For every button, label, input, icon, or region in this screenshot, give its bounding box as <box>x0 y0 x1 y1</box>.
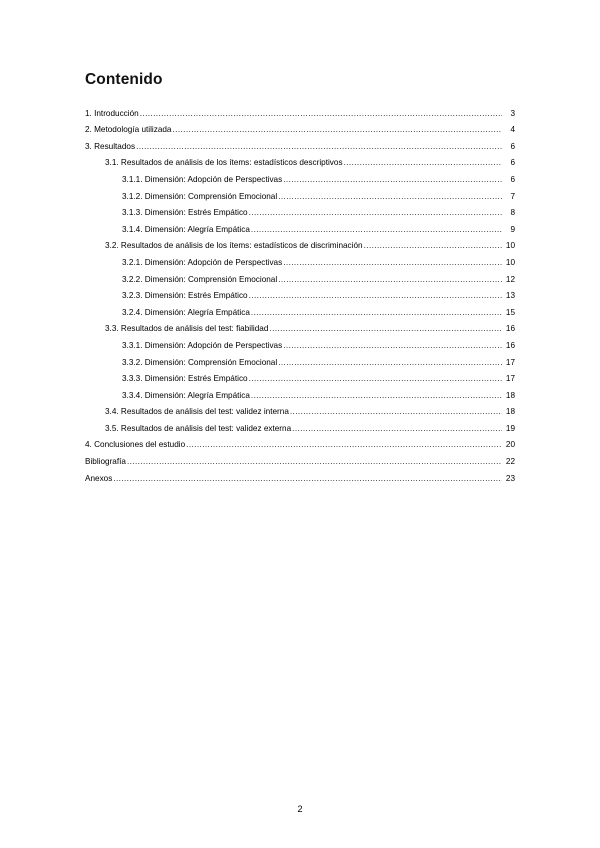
toc-entry-page: 10 <box>505 257 515 267</box>
toc-entry-label: 3.5. Resultados de análisis del test: validez externa <box>105 423 292 433</box>
toc-entry[interactable] <box>85 268 515 285</box>
toc-leader-dots <box>344 158 502 168</box>
toc-leader-dots <box>283 341 502 351</box>
toc-entry-label: 3.3.4. Dimensión: Alegría Empática <box>122 390 250 400</box>
toc-entry[interactable] <box>85 152 515 169</box>
toc-entry[interactable] <box>85 251 515 268</box>
toc-leader-dots <box>251 391 502 401</box>
toc-entry[interactable] <box>85 301 515 318</box>
toc-entry-label: 2. Metodología utilizada <box>85 125 172 135</box>
toc-entry-page: 20 <box>505 440 515 450</box>
toc-leader-dots <box>172 125 502 135</box>
toc-entry-label: 3.2.4. Dimensión: Alegría Empática <box>122 307 250 317</box>
toc-entry-label: 3.2. Resultados de análisis de los ítems: estadísticos de discriminación <box>105 241 363 251</box>
toc-entry-page: 15 <box>505 307 515 317</box>
toc-leader-dots <box>249 291 502 301</box>
toc-leader-dots <box>140 109 502 119</box>
toc-entry[interactable] <box>85 218 515 235</box>
toc-entry-label: 3.3.2. Dimensión: Comprensión Emocional <box>122 357 278 367</box>
toc-leader-dots <box>278 358 502 368</box>
toc-entry-page: 19 <box>505 423 515 433</box>
toc-entry-label: 3.1.1. Dimensión: Adopción de Perspectivas <box>122 174 283 184</box>
toc-entry-label: 3.3.1. Dimensión: Adopción de Perspectivas <box>122 340 283 350</box>
toc-leader-dots <box>136 142 502 152</box>
toc-entry[interactable] <box>85 368 515 385</box>
toc-entry-page: 6 <box>510 158 515 168</box>
toc-leader-dots <box>292 424 502 434</box>
toc-entry[interactable] <box>85 285 515 302</box>
toc-entry-page: 17 <box>505 357 515 367</box>
toc-leader-dots <box>283 258 502 268</box>
table-of-contents <box>85 102 515 484</box>
toc-entry-label: 3.3. Resultados de análisis del test: fiabilidad <box>105 324 269 334</box>
toc-leader-dots <box>249 374 502 384</box>
toc-leader-dots <box>251 308 502 318</box>
toc-entry[interactable] <box>85 467 515 484</box>
toc-entry-page: 3 <box>510 108 515 118</box>
toc-entry-label: 3.2.1. Dimensión: Adopción de Perspectivas <box>122 257 283 267</box>
toc-leader-dots <box>364 241 502 251</box>
toc-entry-page: 16 <box>505 340 515 350</box>
toc-leader-dots <box>113 474 502 484</box>
toc-entry[interactable] <box>85 351 515 368</box>
toc-entry-label: Anexos <box>85 473 113 483</box>
toc-entry[interactable] <box>85 102 515 119</box>
toc-entry-page: 22 <box>505 457 515 467</box>
toc-entry-page: 12 <box>505 274 515 284</box>
toc-leader-dots <box>283 175 502 185</box>
toc-leader-dots <box>249 208 502 218</box>
toc-entry-label: 1. Introducción <box>85 108 139 118</box>
toc-entry[interactable] <box>85 185 515 202</box>
toc-entry-page: 9 <box>510 224 515 234</box>
toc-entry-page: 10 <box>505 241 515 251</box>
toc-entry[interactable] <box>85 417 515 434</box>
toc-entry-label: 3.1. Resultados de análisis de los ítems: estadísticos descriptivos <box>105 158 343 168</box>
toc-entry[interactable] <box>85 235 515 252</box>
toc-leader-dots <box>127 457 502 467</box>
toc-entry-label: 3.2.2. Dimensión: Comprensión Emocional <box>122 274 278 284</box>
toc-entry-page: 4 <box>510 125 515 135</box>
toc-entry[interactable] <box>85 401 515 418</box>
toc-entry-label: 3.2.3. Dimensión: Estrés Empático <box>122 291 248 301</box>
toc-entry-label: 4. Conclusiones del estudio <box>85 440 186 450</box>
toc-entry[interactable] <box>85 450 515 467</box>
toc-entry[interactable] <box>85 384 515 401</box>
toc-leader-dots <box>278 275 502 285</box>
toc-entry-page: 18 <box>505 390 515 400</box>
toc-leader-dots <box>186 440 502 450</box>
toc-entry-page: 17 <box>505 374 515 384</box>
toc-entry-label: 3.3.3. Dimensión: Estrés Empático <box>122 374 248 384</box>
toc-leader-dots <box>278 192 502 202</box>
toc-entry[interactable] <box>85 135 515 152</box>
toc-entry-label: 3.4. Resultados de análisis del test: validez interna <box>105 407 289 417</box>
toc-entry[interactable] <box>85 434 515 451</box>
toc-entry-page: 16 <box>505 324 515 334</box>
toc-entry-label: 3.1.2. Dimensión: Comprensión Emocional <box>122 191 278 201</box>
toc-entry-page: 8 <box>510 208 515 218</box>
toc-heading: Contenido <box>85 71 163 88</box>
toc-entry-page: 7 <box>510 191 515 201</box>
toc-entry[interactable] <box>85 318 515 335</box>
toc-leader-dots <box>290 407 502 417</box>
page-number: 2 <box>297 804 303 814</box>
toc-entry-page: 18 <box>505 407 515 417</box>
toc-entry-page: 13 <box>505 291 515 301</box>
toc-entry-page: 6 <box>510 141 515 151</box>
toc-entry-label: Bibliografía <box>85 457 126 467</box>
toc-entry-label: 3. Resultados <box>85 141 136 151</box>
toc-entry-label: 3.1.3. Dimensión: Estrés Empático <box>122 208 248 218</box>
toc-leader-dots <box>269 324 502 334</box>
toc-leader-dots <box>251 225 502 235</box>
toc-entry-label: 3.1.4. Dimensión: Alegría Empática <box>122 224 250 234</box>
toc-entry-page: 6 <box>510 174 515 184</box>
toc-entry[interactable] <box>85 119 515 136</box>
toc-entry[interactable] <box>85 202 515 219</box>
toc-entry[interactable] <box>85 168 515 185</box>
toc-entry-page: 23 <box>505 473 515 483</box>
toc-entry[interactable] <box>85 334 515 351</box>
